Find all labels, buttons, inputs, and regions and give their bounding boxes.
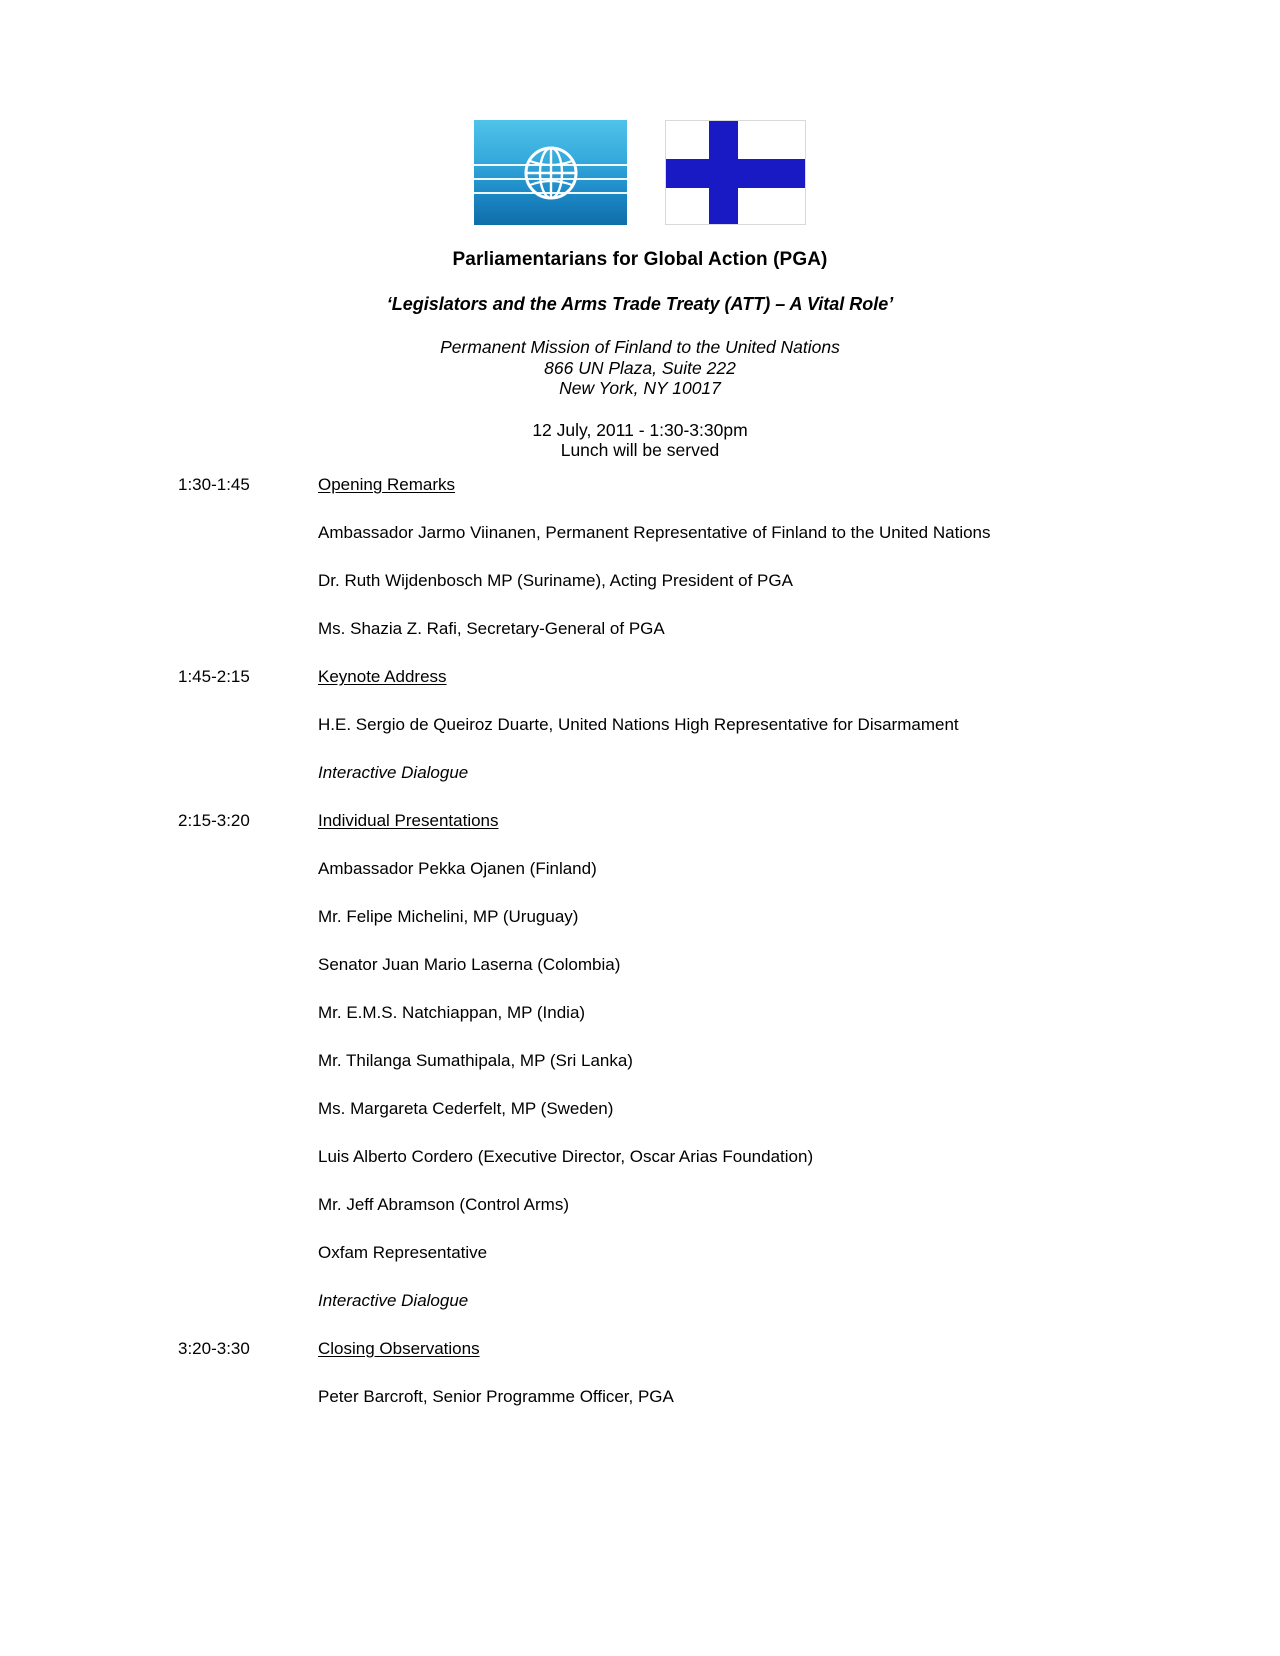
agenda-speaker-item: H.E. Sergio de Queiroz Duarte, United Nations High Representative for Disarmament <box>318 715 959 734</box>
agenda-row <box>0 1338 1280 1386</box>
agenda-row <box>0 474 1280 522</box>
agenda-row <box>0 666 1280 714</box>
venue-line: Permanent Mission of Finland to the United Nations <box>440 337 840 357</box>
agenda-row <box>0 954 1280 1002</box>
agenda-time: 3:20-3:30 <box>178 1339 250 1358</box>
agenda-section-heading: Closing Observations <box>318 1339 480 1358</box>
agenda-speaker-item: Ms. Margareta Cederfelt, MP (Sweden) <box>318 1099 614 1118</box>
globe-icon <box>521 143 581 203</box>
agenda-row <box>0 1194 1280 1242</box>
agenda-row <box>0 1242 1280 1290</box>
agenda-dialogue-item: Interactive Dialogue <box>318 763 469 782</box>
agenda-list <box>0 474 1280 1434</box>
event-datetime <box>0 420 1280 461</box>
flag-cross-vertical <box>709 121 738 224</box>
agenda-speaker-item: Ms. Shazia Z. Rafi, Secretary-General of PGA <box>318 619 665 638</box>
agenda-row <box>0 1098 1280 1146</box>
datetime-line: 12 July, 2011 - 1:30-3:30pm <box>532 419 748 440</box>
agenda-time: 2:15-3:20 <box>178 811 250 830</box>
agenda-time: 1:30-1:45 <box>178 475 250 494</box>
agenda-row <box>0 522 1280 570</box>
agenda-section-heading: Individual Presentations <box>318 811 499 830</box>
agenda-row <box>0 1050 1280 1098</box>
agenda-row <box>0 858 1280 906</box>
agenda-speaker-item: Luis Alberto Cordero (Executive Director, Oscar Arias Foundation) <box>318 1147 814 1166</box>
agenda-row <box>0 618 1280 666</box>
agenda-row <box>0 1002 1280 1050</box>
agenda-speaker-item: Mr. Felipe Michelini, MP (Uruguay) <box>318 907 579 926</box>
agenda-speaker-item: Oxfam Representative <box>318 1243 488 1262</box>
agenda-row <box>0 1290 1280 1338</box>
agenda-speaker-item: Mr. E.M.S. Natchiappan, MP (India) <box>318 1003 586 1022</box>
agenda-speaker-item: Ambassador Pekka Ojanen (Finland) <box>318 859 597 878</box>
venue-address <box>0 337 1280 399</box>
logo-row <box>0 120 1280 225</box>
agenda-speaker-item: Mr. Jeff Abramson (Control Arms) <box>318 1195 569 1214</box>
agenda-row <box>0 906 1280 954</box>
agenda-time: 1:45-2:15 <box>178 667 250 686</box>
agenda-speaker-item: Dr. Ruth Wijdenbosch MP (Suriname), Acting President of PGA <box>318 571 793 590</box>
agenda-speaker-item: Mr. Thilanga Sumathipala, MP (Sri Lanka) <box>318 1051 633 1070</box>
agenda-speaker-item: Ambassador Jarmo Viinanen, Permanent Representative of Finland to the United Nations <box>318 523 991 542</box>
agenda-row <box>0 714 1280 762</box>
agenda-speaker-item: Peter Barcroft, Senior Programme Officer, PGA <box>318 1387 674 1406</box>
agenda-dialogue-item: Interactive Dialogue <box>318 1291 469 1310</box>
agenda-row <box>0 1386 1280 1434</box>
agenda-section-heading: Keynote Address <box>318 667 447 686</box>
organization-title: Parliamentarians for Global Action (PGA) <box>452 249 828 270</box>
agenda-section-heading: Opening Remarks <box>318 475 456 494</box>
agenda-speaker-item: Senator Juan Mario Laserna (Colombia) <box>318 955 621 974</box>
agenda-row <box>0 762 1280 810</box>
finland-flag-icon <box>665 120 806 225</box>
event-title: ‘Legislators and the Arms Trade Treaty (ATT) – A Vital Role’ <box>386 294 894 314</box>
datetime-line: Lunch will be served <box>560 440 720 460</box>
document-header <box>0 247 1280 461</box>
venue-line: New York, NY 10017 <box>559 378 721 398</box>
venue-line: 866 UN Plaza, Suite 222 <box>544 357 736 378</box>
agenda-row <box>0 570 1280 618</box>
agenda-row <box>0 810 1280 858</box>
agenda-row <box>0 1146 1280 1194</box>
pga-globe-logo-icon <box>474 120 627 225</box>
